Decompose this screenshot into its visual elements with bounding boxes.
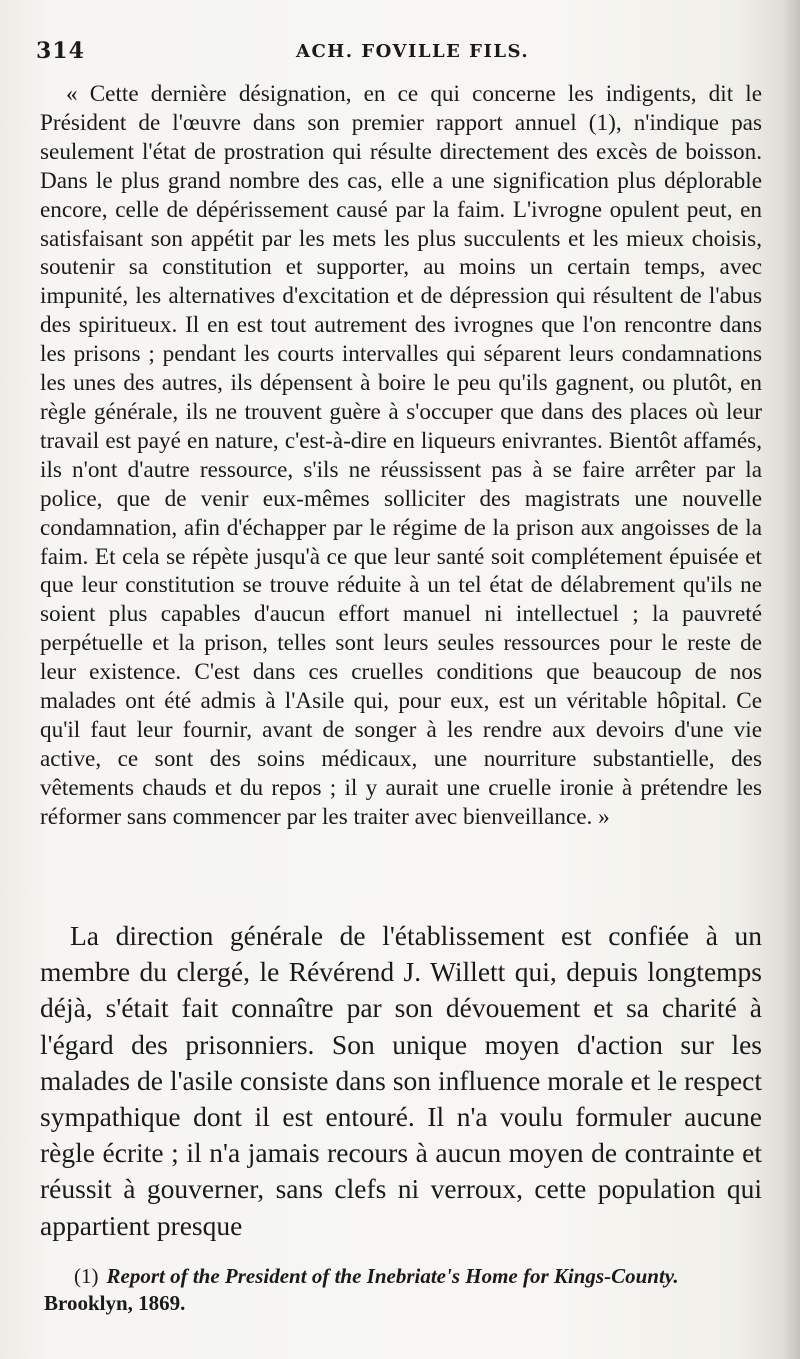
page-edge-shadow [782, 0, 800, 1359]
body-paragraph: La direction générale de l'établissement est confiée à un membre du clergé, le Révérend J. Willett qui, depuis longtemps déjà, s'était fait connaître par son dévouement et sa charité à l'égard des prisonniers. Son unique moyen d'action sur les malades de l'asile consiste dans son influence morale et le respect sympathique dont il est entouré. Il n'a voulu formuler aucune règle écrite ; il n'a jamais recours à aucun moyen de contrainte et réussit à gouverner, sans clefs ni verroux, cette population qui appartient presque [40, 920, 762, 1241]
footnote-title: Report of the President of the Inebriate's Home for Kings-County. [106, 1264, 679, 1288]
page-header [36, 38, 766, 68]
quote-paragraph: « Cette dernière désignation, en ce qui concerne les indigents, dit le Président de l'œuvre dans son premier rapport annuel (1), n'indique pas seulement l'état de prostration qui résulte directement des excès de boisson. Dans le plus grand nombre des cas, elle a une signification plus déplorable encore, celle de dépérissement causé par la faim. L'ivrogne opulent peut, en satisfaisant son appétit par les mets les plus succulents et les mieux choisis, soutenir sa constitution et supporter, au moins un certain temps, avec impunité, les alternatives d'excitation et de dépression qui résultent de l'abus des spiritueux. Il en est tout autrement des ivrognes que l'on rencontre dans les prisons ; pendant les courts intervalles qui séparent leurs condamnations les unes des autres, ils dépensent à boire le peu qu'ils gagnent, ou plutôt, en règle générale, ils ne trouvent guère à s'occuper que dans des places où leur travail est payé en nature, c'est-à-dire en liqueurs enivrantes. Bientôt affamés, ils n'ont d'autre ressource, s'ils ne réussissent pas à se faire arrêter par la police, que de venir eux-mêmes solliciter des magistrats une nouvelle condamnation, afin d'échapper par le régime de la prison aux angoisses de la faim. Et cela se répète jusqu'à ce que leur santé soit complétement épuisée et que leur constitution se trouve réduite à un tel état de délabrement qu'ils ne soient plus capables d'aucun effort manuel ni intellectuel ; la pauvreté perpétuelle et la prison, telles sont leurs seules ressources pour le reste de leur existence. C'est dans ces cruelles conditions que beaucoup de nos malades ont été admis à l'Asile qui, pour eux, est un véritable hôpital. Ce qu'il faut leur fournir, avant de songer à les rendre aux devoirs d'une vie active, ce sont des soins médicaux, une nourriture substantielle, des vêtements chauds et du repos ; il y aurait une cruelle ironie à prétendre les réformer sans commencer par les traiter avec bienveillance. » [40, 81, 762, 830]
page-number: 314 [36, 38, 85, 64]
quoted-report-block [40, 80, 762, 832]
footnote-marker: (1) [74, 1264, 99, 1288]
footnote [44, 1263, 766, 1317]
footnote-place: Brooklyn, 1869. [44, 1291, 186, 1315]
body-text-block [40, 918, 762, 1244]
running-head: ACH. FOVILLE FILS. [296, 41, 530, 62]
